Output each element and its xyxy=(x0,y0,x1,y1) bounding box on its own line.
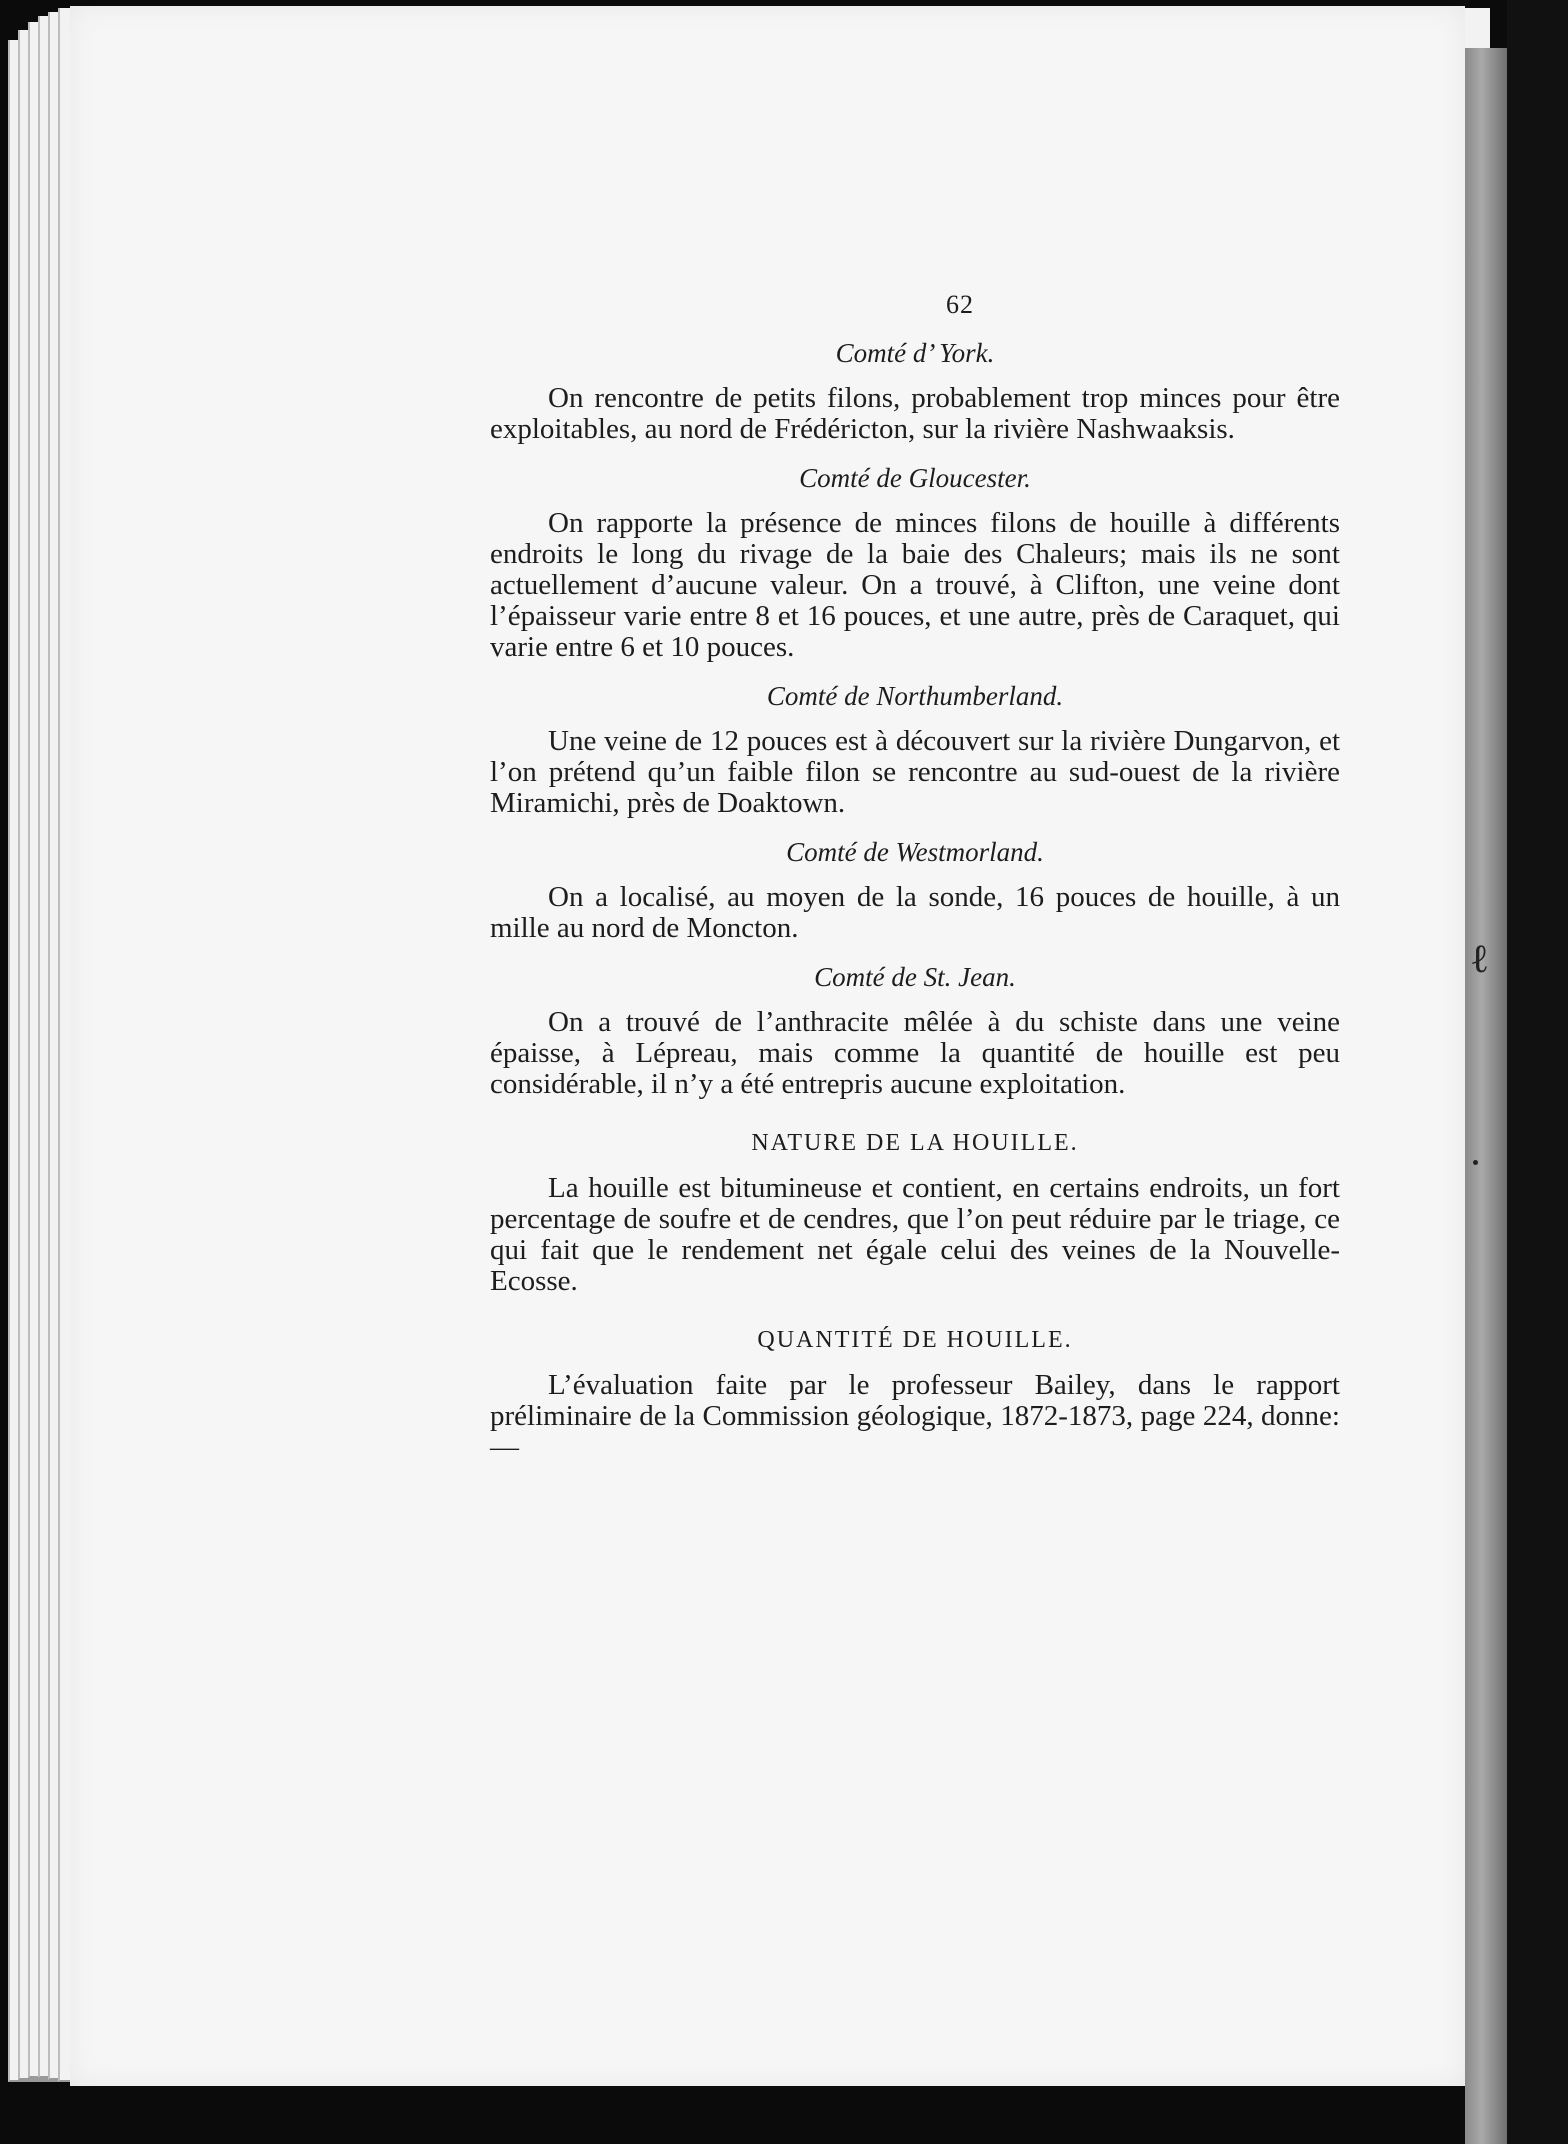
section-paragraph: La houille est bitumineuse et contient, en certains endroits, un fort percentage de soufre et de cendres, que l’on peut réduire par le triage, ce qui fait que le rendement net égale celui des veines de la Nouvelle-Ecosse. xyxy=(490,1172,1340,1297)
section-paragraph: L’évaluation faite par le professeur Bailey, dans le rapport préliminaire de la Commission géologique, 1872-1873, page 224, donne:— xyxy=(490,1369,1340,1463)
section-paragraph: On a localisé, au moyen de la sonde, 16 pouces de houille, à un mille au nord de Moncton. xyxy=(490,881,1340,944)
section-paragraph: On a trouvé de l’anthracite mêlée à du schiste dans une veine épaisse, à Lépreau, mais comme la quantité de houille est peu considérable, il n’y a été entrepris aucune exploitation. xyxy=(490,1006,1340,1100)
margin-mark: ℓ xyxy=(1470,936,1490,982)
spine-shadow xyxy=(1465,48,1507,2144)
section-paragraph: On rapporte la présence de minces filons de houille à différents endroits le long du rivage de la baie des Chaleurs; mais ils ne sont actuellement d’aucune valeur. On a trouvé, à Clifton, une veine dont l’épaisseur varie entre 8 et 16 pouces, et une autre, près de Caraquet, qui varie entre 6 et 10 pouces. xyxy=(490,507,1340,663)
scan-border xyxy=(1507,0,1568,2144)
section-heading: QUANTITÉ DE HOUILLE. xyxy=(757,1327,1073,1353)
section-heading: Comté de Westmorland. xyxy=(786,837,1044,867)
page-number: 62 xyxy=(946,290,974,319)
section-heading: Comté de Northumberland. xyxy=(766,681,1064,711)
section-heading: NATURE DE LA HOUILLE. xyxy=(751,1130,1079,1156)
margin-dot xyxy=(1473,1160,1478,1165)
section-paragraph: On rencontre de petits filons, probablement trop minces pour être exploitables, au nord de Frédéricton, sur la rivière Nashwaaksis. xyxy=(490,382,1340,445)
section-heading: Comté d’ York. xyxy=(835,338,995,368)
page-text xyxy=(490,290,1340,1481)
section-paragraph: Une veine de 12 pouces est à découvert sur la rivière Dungarvon, et l’on prétend qu’un faible filon se rencontre au sud-ouest de la rivière Miramichi, près de Doaktown. xyxy=(490,725,1340,819)
section-heading: Comté de St. Jean. xyxy=(814,962,1016,992)
section-heading: Comté de Gloucester. xyxy=(799,463,1031,493)
